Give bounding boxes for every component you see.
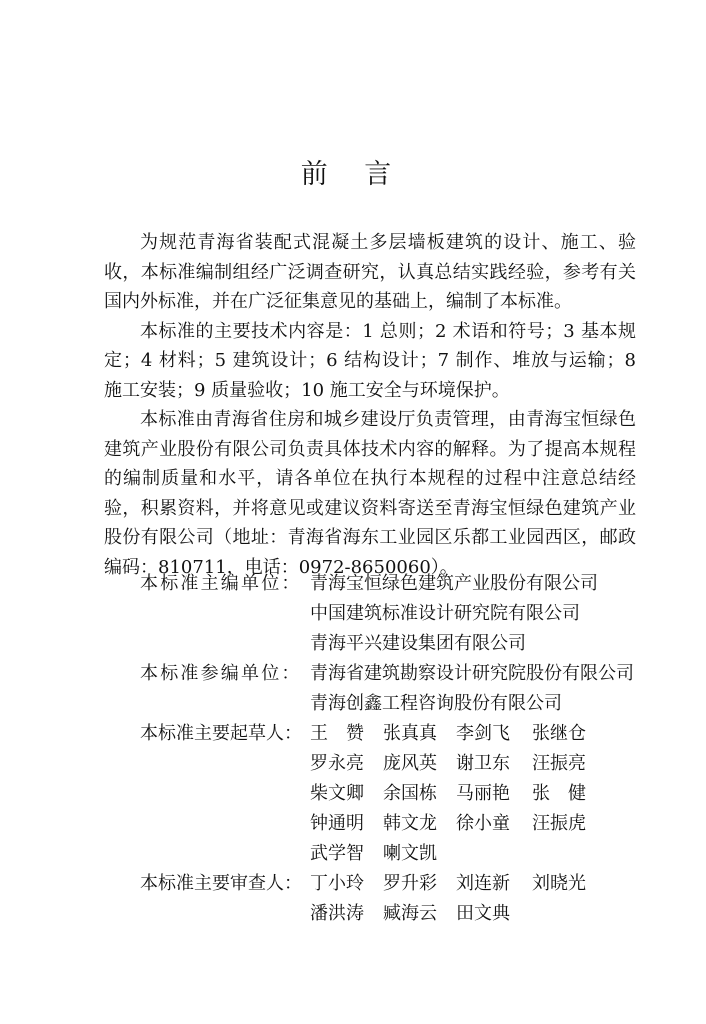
reviewer-name: 田文典 <box>456 903 510 924</box>
chief-units-label: 本标准主编单位： <box>140 573 302 594</box>
drafter-name: 李剑飞 <box>456 723 510 744</box>
chief-unit: 青海宝恒绿色建筑产业股份有限公司 <box>310 573 598 594</box>
reviewer-name: 臧海云 <box>383 903 437 924</box>
credits-section <box>140 569 660 929</box>
chief-units-list <box>310 569 660 659</box>
reviewer-name: 刘连新 <box>456 873 510 894</box>
reviewers-label: 本标准主要审查人： <box>140 873 302 894</box>
chief-unit: 青海平兴建设集团有限公司 <box>310 633 526 654</box>
drafter-name: 韩文龙 <box>383 813 437 834</box>
reviewer-name: 刘晓光 <box>532 873 586 894</box>
drafter-name: 王 赞 <box>310 723 364 744</box>
reviewers <box>140 869 660 929</box>
drafter-name: 张 健 <box>532 783 586 804</box>
participating-units <box>140 659 660 719</box>
drafter-name: 钟通明 <box>310 813 364 834</box>
drafter-name: 张真真 <box>383 723 437 744</box>
drafter-name: 徐小童 <box>456 813 510 834</box>
paragraph-management: 本标准由青海省住房和城乡建设厅负责管理，由青海宝恒绿色建筑产业股份有限公司负责具体技术内容的解释。为了提高本规程的编制质量和水平，请各单位在执行本规程的过程中注意总结经验，积累资料，并将意见或建议资料寄送至青海宝恒绿色建筑产业股份有限公司（地址：青海省海东工业园区乐都工业园西区，邮政编码：810711，电话：0972-8650060）。 <box>104 409 636 578</box>
reviewer-name: 丁小玲 <box>310 873 364 894</box>
drafter-name: 汪振虎 <box>532 813 586 834</box>
chief-unit: 中国建筑标准设计研究院有限公司 <box>310 603 580 624</box>
page-title: 前 言 <box>300 159 406 190</box>
drafter-name: 余国栋 <box>383 783 437 804</box>
chief-units <box>140 569 660 659</box>
drafter-name: 汪振亮 <box>532 753 586 774</box>
drafter-name: 武学智 <box>310 843 364 864</box>
drafter-name: 柴文卿 <box>310 783 364 804</box>
drafter-name: 马丽艳 <box>456 783 510 804</box>
participating-units-list <box>310 659 660 719</box>
foreword-body <box>104 228 636 582</box>
drafter-name: 庞风英 <box>383 753 437 774</box>
drafters <box>140 719 660 869</box>
drafter-name: 罗永亮 <box>310 753 364 774</box>
participating-unit: 青海省建筑勘察设计研究院股份有限公司 <box>310 663 634 684</box>
drafters-list <box>310 719 660 869</box>
participating-units-label: 本标准参编单位： <box>140 663 302 684</box>
drafter-name: 张继仓 <box>532 723 586 744</box>
participating-unit: 青海创鑫工程咨询股份有限公司 <box>310 693 562 714</box>
paragraph-contents: 本标准的主要技术内容是：1 总则；2 术语和符号；3 基本规定；4 材料；5 建筑设计；6 结构设计；7 制作、堆放与运输；8 施工安装；9 质量验收；10 施工安全与环境保护。 <box>104 320 636 401</box>
drafter-name: 喇文凯 <box>383 843 437 864</box>
drafters-label: 本标准主要起草人： <box>140 723 302 744</box>
reviewer-name: 罗升彩 <box>383 873 437 894</box>
reviewer-name: 潘洪涛 <box>310 903 364 924</box>
paragraph-purpose: 为规范青海省装配式混凝土多层墙板建筑的设计、施工、验收，本标准编制组经广泛调查研究，认真总结实践经验，参考有关国内外标准，并在广泛征集意见的基础上，编制了本标准。 <box>104 232 636 312</box>
reviewers-list <box>310 869 660 929</box>
drafter-name: 谢卫东 <box>456 753 510 774</box>
